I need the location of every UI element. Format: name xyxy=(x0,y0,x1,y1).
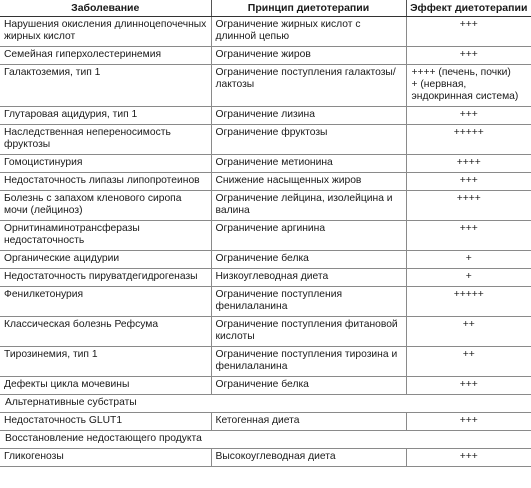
principle-cell: Высокоуглеводная диета xyxy=(211,449,406,467)
table-row xyxy=(0,269,531,287)
table-row xyxy=(0,287,531,317)
table-row xyxy=(0,155,531,173)
header-effect: Эффект диетотерапии xyxy=(406,0,531,17)
disease-cell: Недостаточность GLUT1 xyxy=(0,413,211,431)
effect-cell: ++++ (печень, почки) + (нервная, эндокринная система) xyxy=(406,65,531,107)
table-row xyxy=(0,125,531,155)
table-row xyxy=(0,107,531,125)
table-row xyxy=(0,173,531,191)
effect-cell: ++++ xyxy=(406,191,531,221)
principle-cell: Ограничение поступления тирозина и фенилаланина xyxy=(211,347,406,377)
header-disease: Заболевание xyxy=(0,0,211,17)
table-row xyxy=(0,317,531,347)
disease-cell: Тирозинемия, тип 1 xyxy=(0,347,211,377)
table-row xyxy=(0,191,531,221)
effect-cell: ++++ xyxy=(406,155,531,173)
effect-cell: +++++ xyxy=(406,125,531,155)
disease-cell: Классическая болезнь Рефсума xyxy=(0,317,211,347)
table-row xyxy=(0,47,531,65)
effect-cell: ++ xyxy=(406,317,531,347)
table-row xyxy=(0,347,531,377)
principle-cell: Ограничение жиров xyxy=(211,47,406,65)
header-principle: Принцип диетотерапии xyxy=(211,0,406,17)
section-title: Альтернативные субстраты xyxy=(0,395,531,413)
effect-cell: ++ xyxy=(406,347,531,377)
section-row-restore-product xyxy=(0,431,531,449)
disease-cell: Нарушения окисления длинноцепочечных жирных кислот xyxy=(0,17,211,47)
effect-cell: + xyxy=(406,251,531,269)
principle-cell: Ограничение белка xyxy=(211,377,406,395)
table-header-row xyxy=(0,0,531,17)
effect-cell: +++ xyxy=(406,221,531,251)
principle-cell: Низкоуглеводная диета xyxy=(211,269,406,287)
principle-cell: Кетогенная диета xyxy=(211,413,406,431)
principle-cell: Ограничение поступления фенилаланина xyxy=(211,287,406,317)
effect-cell: +++++ xyxy=(406,287,531,317)
disease-cell: Наследственная непереносимость фруктозы xyxy=(0,125,211,155)
disease-cell: Дефекты цикла мочевины xyxy=(0,377,211,395)
principle-cell: Ограничение фруктозы xyxy=(211,125,406,155)
disease-cell: Гликогенозы xyxy=(0,449,211,467)
table-row xyxy=(0,17,531,47)
table-row xyxy=(0,377,531,395)
disease-cell: Болезнь с запахом кленового сиропа мочи (лейциноз) xyxy=(0,191,211,221)
disease-cell: Галактоземия, тип 1 xyxy=(0,65,211,107)
principle-cell: Ограничение жирных кислот с длинной цепью xyxy=(211,17,406,47)
effect-cell: +++ xyxy=(406,173,531,191)
principle-cell: Ограничение лизина xyxy=(211,107,406,125)
disease-cell: Недостаточность липазы липопротеинов xyxy=(0,173,211,191)
principle-cell: Снижение насыщенных жиров xyxy=(211,173,406,191)
disease-cell: Гомоцистинурия xyxy=(0,155,211,173)
principle-cell: Ограничение поступления фитановой кислоты xyxy=(211,317,406,347)
table-row xyxy=(0,413,531,431)
table-row xyxy=(0,221,531,251)
disease-cell: Органические ацидурии xyxy=(0,251,211,269)
section-title: Восстановление недостающего продукта xyxy=(0,431,531,449)
effect-cell: +++ xyxy=(406,377,531,395)
principle-cell: Ограничение лейцина, изолейцина и валина xyxy=(211,191,406,221)
disease-cell: Недостаточность пируватдегидрогеназы xyxy=(0,269,211,287)
principle-cell: Ограничение метионина xyxy=(211,155,406,173)
disease-cell: Семейная гиперхолестеринемия xyxy=(0,47,211,65)
table-row xyxy=(0,65,531,107)
table-row xyxy=(0,449,531,467)
principle-cell: Ограничение поступления галактозы/лактозы xyxy=(211,65,406,107)
effect-cell: +++ xyxy=(406,449,531,467)
effect-cell: +++ xyxy=(406,47,531,65)
effect-cell: + xyxy=(406,269,531,287)
disease-cell: Глутаровая ацидурия, тип 1 xyxy=(0,107,211,125)
section-row-alternative-substrates xyxy=(0,395,531,413)
effect-cell: +++ xyxy=(406,17,531,47)
principle-cell: Ограничение белка xyxy=(211,251,406,269)
principle-cell: Ограничение аргинина xyxy=(211,221,406,251)
disease-cell: Орнитинаминотрансферазы недостаточность xyxy=(0,221,211,251)
table-row xyxy=(0,251,531,269)
disease-cell: Фенилкетонурия xyxy=(0,287,211,317)
effect-cell: +++ xyxy=(406,413,531,431)
effect-cell: +++ xyxy=(406,107,531,125)
